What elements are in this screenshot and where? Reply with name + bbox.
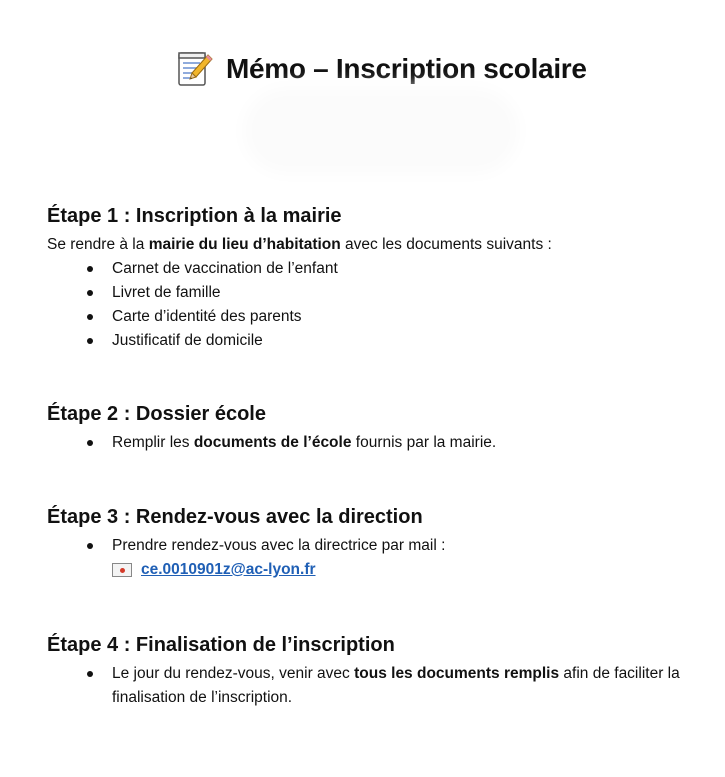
step4-section xyxy=(47,632,695,710)
step4-item-prefix: Le jour du rendez-vous, venir avec xyxy=(112,665,355,682)
list-item xyxy=(47,431,695,455)
blurred-area xyxy=(253,98,509,164)
step1-intro-bold: mairie du lieu d’habitation xyxy=(148,236,341,253)
step1-intro xyxy=(47,233,695,257)
list-item: Justificatif de domicile xyxy=(47,329,695,353)
email-line xyxy=(47,558,695,582)
step3-heading: Étape 3 : Rendez-vous avec la direction xyxy=(47,506,423,528)
step2-section xyxy=(47,401,695,455)
step1-section xyxy=(47,203,695,353)
list-item: Prendre rendez-vous avec la directrice par mail : xyxy=(47,534,695,558)
step4-list xyxy=(47,662,695,710)
step3-section xyxy=(47,504,695,582)
documents-list xyxy=(47,257,695,353)
step4-heading: Étape 4 : Finalisation de l’inscription xyxy=(47,634,395,656)
title-row xyxy=(174,47,587,91)
mail-icon xyxy=(112,563,132,577)
step2-item-bold: documents de l’école xyxy=(193,434,352,451)
list-item: Livret de famille xyxy=(47,281,695,305)
step1-heading: Étape 1 : Inscription à la mairie xyxy=(47,205,342,227)
step3-list xyxy=(47,534,695,558)
page-title: Mémo – Inscription scolaire xyxy=(226,53,587,84)
memo-icon xyxy=(174,49,214,89)
step2-heading: Étape 2 : Dossier école xyxy=(47,403,266,425)
step2-item-suffix: fournis par la mairie. xyxy=(351,434,497,451)
step1-intro-suffix: avec les documents suivants : xyxy=(340,236,552,253)
email-link[interactable]: ce.0010901z@ac-lyon.fr xyxy=(141,561,316,578)
list-item: Carnet de vaccination de l’enfant xyxy=(47,257,695,281)
step4-item-bold: tous les documents remplis xyxy=(354,665,560,682)
list-item: Carte d’identité des parents xyxy=(47,305,695,329)
step2-list xyxy=(47,431,695,455)
list-item xyxy=(47,662,695,710)
step1-intro-prefix: Se rendre à la xyxy=(47,236,149,253)
step4-item-suffix: afin de faciliter la finalisation de l’inscription. xyxy=(112,665,680,706)
step2-item-prefix: Remplir les xyxy=(112,434,194,451)
